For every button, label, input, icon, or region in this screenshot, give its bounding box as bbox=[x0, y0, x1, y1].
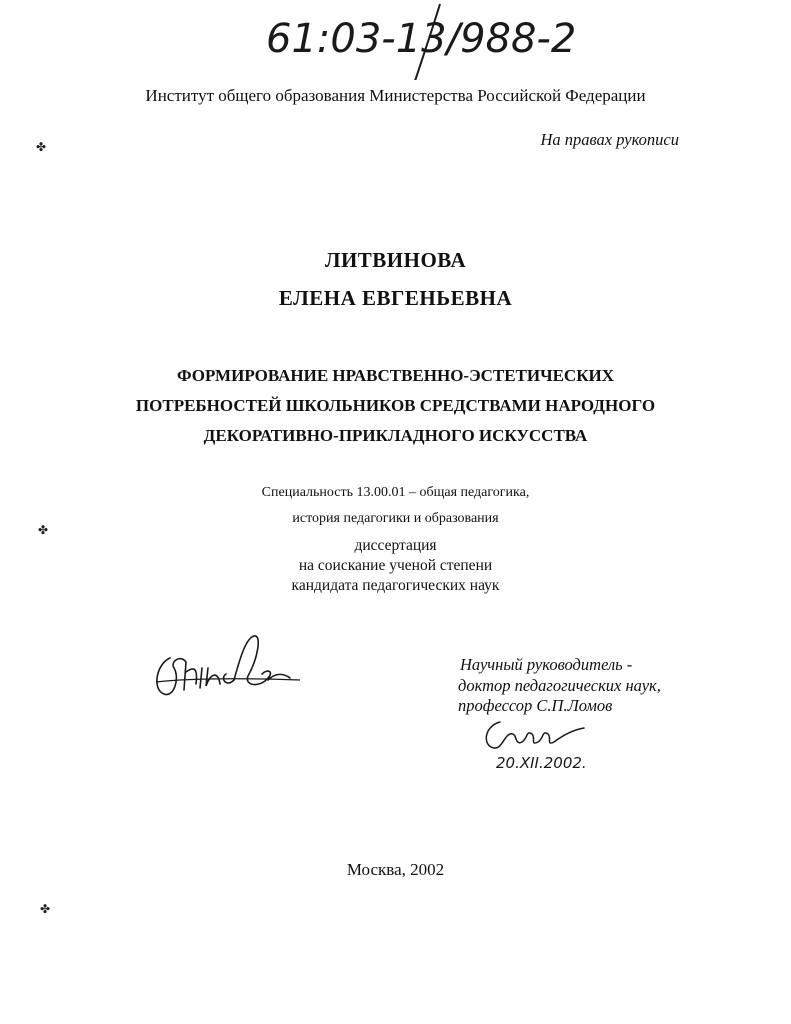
institute-name: Институт общего образования Министерства Российской Федерации bbox=[145, 86, 646, 105]
specialty-line-2: история педагогики и образования bbox=[292, 511, 499, 526]
rights-note: На правах рукописи bbox=[540, 130, 679, 149]
scan-mark-icon: ✤ bbox=[40, 902, 51, 916]
archive-number-text: 61:03-13/988-2 bbox=[266, 16, 577, 62]
specialty-line-1: Специальность 13.00.01 – общая педагогика, bbox=[261, 485, 530, 500]
title-line-1: ФОРМИРОВАНИЕ НРАВСТВЕННО-ЭСТЕТИЧЕСКИХ bbox=[176, 366, 615, 385]
supervisor-degree: доктор педагогических наук, bbox=[458, 676, 661, 695]
author-signature bbox=[150, 628, 310, 708]
supervisor-label: Научный руководитель - bbox=[460, 655, 633, 674]
scan-mark-icon: ✤ bbox=[36, 140, 47, 154]
author-name-patronymic: ЕЛЕНА ЕВГЕНЬЕВНА bbox=[278, 286, 513, 310]
handwritten-date-text: 20.XII.2002. bbox=[496, 754, 587, 772]
title-line-3: ДЕКОРАТИВНО-ПРИКЛАДНОГО ИСКУССТВА bbox=[203, 426, 588, 445]
city-year: Москва, 2002 bbox=[346, 860, 445, 879]
scan-mark-icon: ✤ bbox=[38, 523, 49, 537]
title-line-2: ПОТРЕБНОСТЕЙ ШКОЛЬНИКОВ СРЕДСТВАМИ НАРОДНОГО bbox=[135, 396, 656, 415]
dissertation-type-line-2: на соискание ученой степени bbox=[298, 557, 493, 574]
author-surname: ЛИТВИНОВА bbox=[324, 248, 467, 272]
handwritten-archive-number bbox=[262, 0, 582, 80]
dissertation-type-line-3: кандидата педагогических наук bbox=[291, 577, 500, 594]
handwritten-date bbox=[494, 748, 604, 778]
dissertation-type-line-1: диссертация bbox=[354, 537, 437, 554]
supervisor-name: профессор С.П.Ломов bbox=[458, 696, 613, 715]
